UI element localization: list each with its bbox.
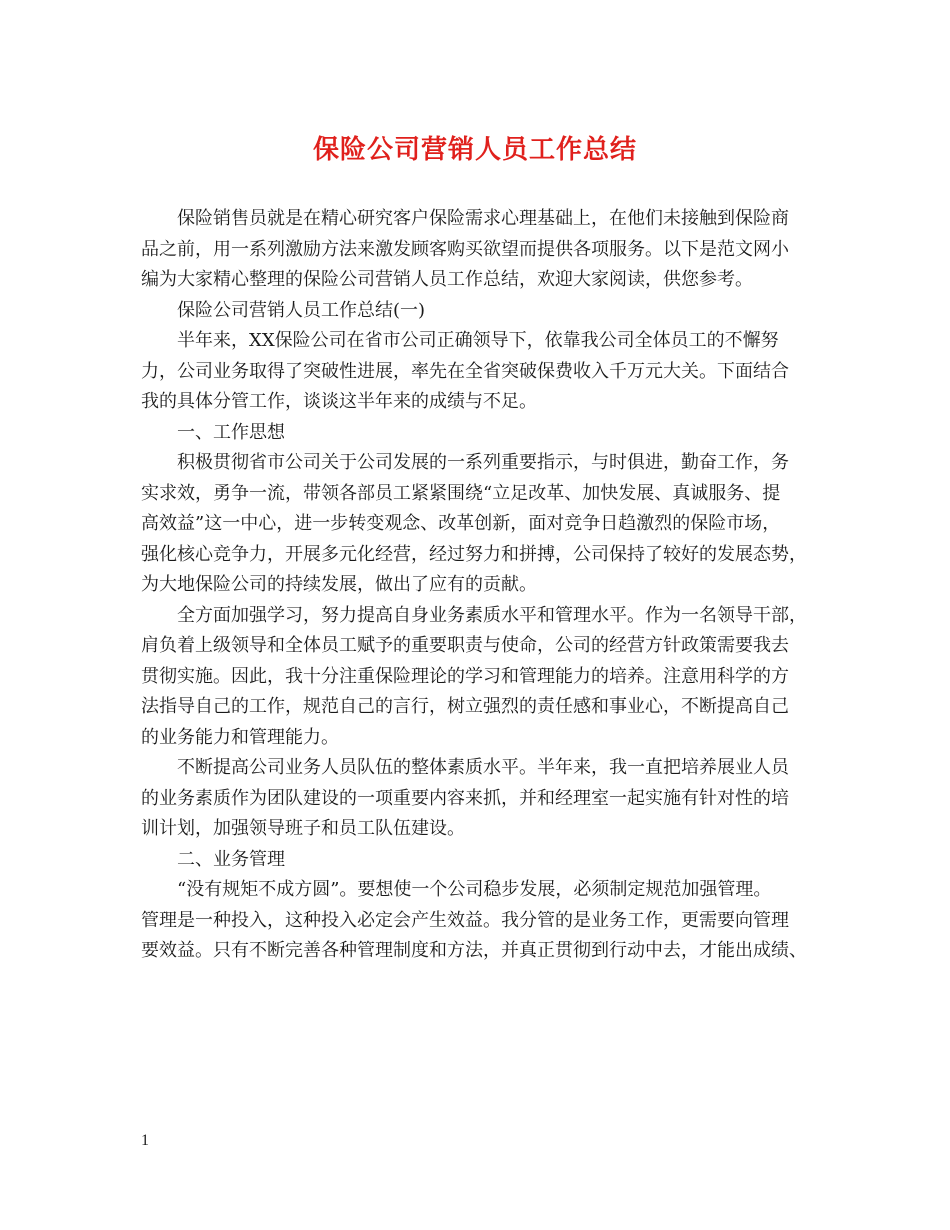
text-line: 肩负着上级领导和全体员工赋予的重要职责与使命，公司的经营方针政策需要我去	[141, 635, 789, 656]
text-line: 品之前，用一系列激励方法来激发顾客购买欲望而提供各项服务。以下是范文网小	[141, 238, 789, 260]
text-line: “没有规矩不成方圆”。要想使一个公司稳步发展，必须制定规范加强管理。	[177, 879, 772, 900]
text-line: 编为大家精心整理的保险公司营销人员工作总结，欢迎大家阅读，供您参考。	[141, 269, 753, 290]
text-line: 法指导自己的工作，规范自己的言行，树立强烈的责任感和事业心，不断提高自己	[141, 696, 789, 717]
page-number: 1	[141, 1132, 149, 1149]
text-line: 贯彻实施。因此，我十分注重保险理论的学习和管理能力的培养。注意用科学的方	[141, 665, 789, 687]
text-line: 保险销售员就是在精心研究客户保险需求心理基础上，在他们未接触到保险商	[177, 208, 789, 229]
text-line: 要效益。只有不断完善各种管理制度和方法，并真正贯彻到行动中去，才能出成绩、	[141, 940, 807, 961]
text-line: 为大地保险公司的持续发展，做出了应有的贡献。	[141, 574, 537, 595]
text-line: 高效益”这一中心，进一步转变观念、改革创新，面对竞争日趋激烈的保险市场，	[141, 513, 781, 534]
text-line: 积极贯彻省市公司关于公司发展的一系列重要指示，与时俱进，勤奋工作，务	[177, 452, 789, 473]
text-line: 的业务能力和管理能力。	[141, 726, 339, 748]
text-line: 实求效，勇争一流，带领各部员工紧紧围绕“立足改革、加快发展、真诚服务、提	[141, 482, 781, 504]
document-body	[141, 204, 811, 967]
text-line: 的业务素质作为团队建设的一项重要内容来抓，并和经理室一起实施有针对性的培	[141, 787, 789, 809]
page-title: 保险公司营销人员工作总结	[312, 135, 637, 165]
text-line: 力，公司业务取得了突破性进展，率先在全省突破保费收入千万元大关。下面结合	[141, 360, 789, 382]
text-line: 半年来，XX保险公司在省市公司正确领导下，依靠我公司全体员工的不懈努	[177, 330, 779, 351]
text-line: 我的具体分管工作，谈谈这半年来的成绩与不足。	[141, 391, 537, 412]
text-line: 管理是一种投入，这种投入必定会产生效益。我分管的是业务工作，更需要向管理	[141, 909, 789, 931]
section-heading: 一、工作思想	[177, 421, 285, 443]
text-line: 强化核心竞争力，开展多元化经营，经过努力和拼搏，公司保持了较好的发展态势，	[141, 543, 807, 565]
text-line: 训计划，加强领导班子和员工队伍建设。	[141, 818, 465, 839]
text-line: 不断提高公司业务人员队伍的整体素质水平。半年来，我一直把培养展业人员	[177, 757, 789, 778]
section-heading: 保险公司营销人员工作总结(一)	[177, 299, 426, 321]
section-heading: 二、业务管理	[177, 848, 285, 870]
text-line: 全方面加强学习，努力提高自身业务素质水平和管理水平。作为一名领导干部，	[177, 604, 807, 626]
